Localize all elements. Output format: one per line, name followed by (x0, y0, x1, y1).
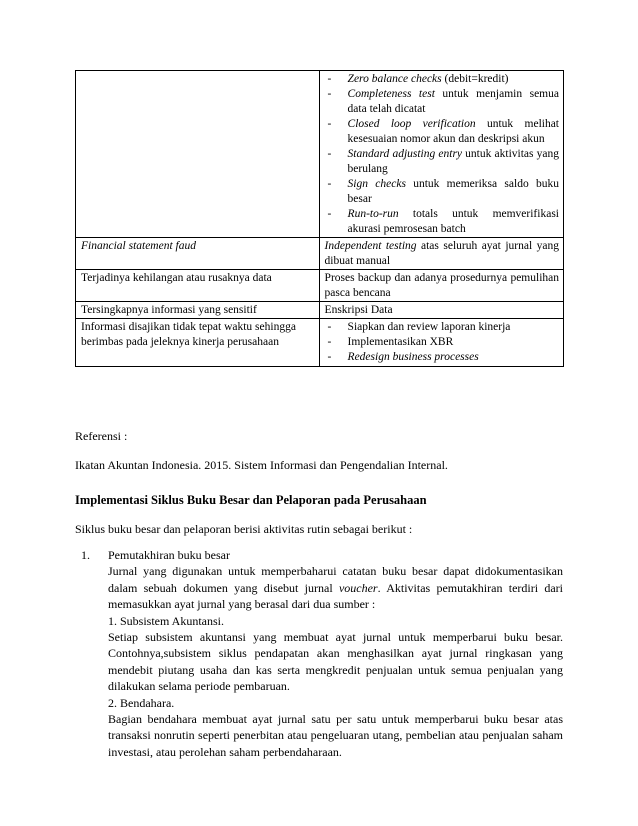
threats-controls-table (75, 70, 564, 367)
paragraph: Bagian bendahara membuat ayat jurnal satu per satu untuk memperbarui buku besar atas transaksi nonrutin seperti penerbitan atau pengeluaran utang, pembelian atau penjualan saham investasi, atau perolehan saham perbendaharaan. (108, 712, 563, 759)
list-item: - Sign checks untuk memeriksa saldo buku besar (327, 178, 559, 205)
list-item: - Completeness test untuk menjamin semua data telah dicatat (327, 88, 559, 115)
list-item-body (108, 547, 563, 760)
control-cell (319, 319, 563, 367)
list-item: - Run-to-run totals untuk memverifikasi akurasi pemrosesan batch (327, 208, 559, 235)
section-intro: Siklus buku besar dan pelaporan berisi aktivitas rutin sebagai berikut : (75, 522, 413, 536)
list-item: - Zero balance checks (debit=kredit) (327, 73, 509, 85)
list-item-title: Pemutakhiran buku besar (108, 548, 230, 562)
table-row (76, 238, 564, 270)
list-item: - Implementasikan XBR (327, 336, 454, 348)
control-cell: Independent testing atas seluruh ayat jurnal yang dibuat manual (319, 238, 563, 270)
threat-cell: Terjadinya kehilangan atau rusaknya data (76, 270, 320, 302)
subsection-title: 1. Subsistem Akuntansi. (108, 613, 225, 628)
control-cell (319, 71, 563, 238)
control-cell: Proses backup dan adanya prosedurnya pemulihan pasca bencana (319, 270, 563, 302)
control-list (325, 72, 559, 237)
table-row (76, 71, 564, 238)
list-item: - Redesign business processes (327, 351, 479, 363)
list-item: - Closed loop verification untuk melihat kesesuaian nomor akun dan deskripsi akun (327, 118, 560, 145)
list-item: - Siapkan dan review laporan kinerja (327, 321, 511, 333)
subsection-title: 2. Bendahara. (108, 695, 175, 710)
table-row (76, 302, 564, 319)
paragraph: Setiap subsistem akuntansi yang membuat ayat jurnal untuk memperbarui buku besar. Contohnya,subsistem siklus pendapatan akan menghasilkan ayat jurnal ringkasan yang mendebit piutang usaha dan kas serta mengkredit penjualan untuk semua penjualan yang dilakukan selama periode pembaruan. (108, 630, 563, 694)
paragraph: Jurnal yang digunakan untuk memperbaharui catatan buku besar dapat didokumentasikan dalam sebuah dokumen yang disebut jurnal voucher. Aktivitas pemutakhiran terdiri dari memasukkan ayat jurnal yang berasal dari dua sumber : (108, 564, 563, 612)
threat-cell (76, 71, 320, 238)
threat-cell: Informasi disajikan tidak tepat waktu sehingga berimbas pada jeleknya kinerja perusahaan (76, 319, 320, 367)
section-heading: Implementasi Siklus Buku Besar dan Pelaporan pada Perusahaan (75, 493, 427, 507)
list-item: - Standard adjusting entry untuk aktivitas yang berulang (327, 148, 559, 175)
list-number: 1. (81, 548, 90, 562)
threat-cell: Financial statement faud (76, 238, 320, 270)
threat-cell: Tersingkapnya informasi yang sensitif (76, 302, 320, 319)
control-list (325, 320, 559, 365)
table-row (76, 270, 564, 302)
references-title: Referensi : (75, 429, 128, 443)
reference-item: Ikatan Akuntan Indonesia. 2015. Sistem Informasi dan Pengendalian Internal. (75, 458, 448, 472)
control-cell: Enskripsi Data (319, 302, 563, 319)
table-row (76, 319, 564, 367)
